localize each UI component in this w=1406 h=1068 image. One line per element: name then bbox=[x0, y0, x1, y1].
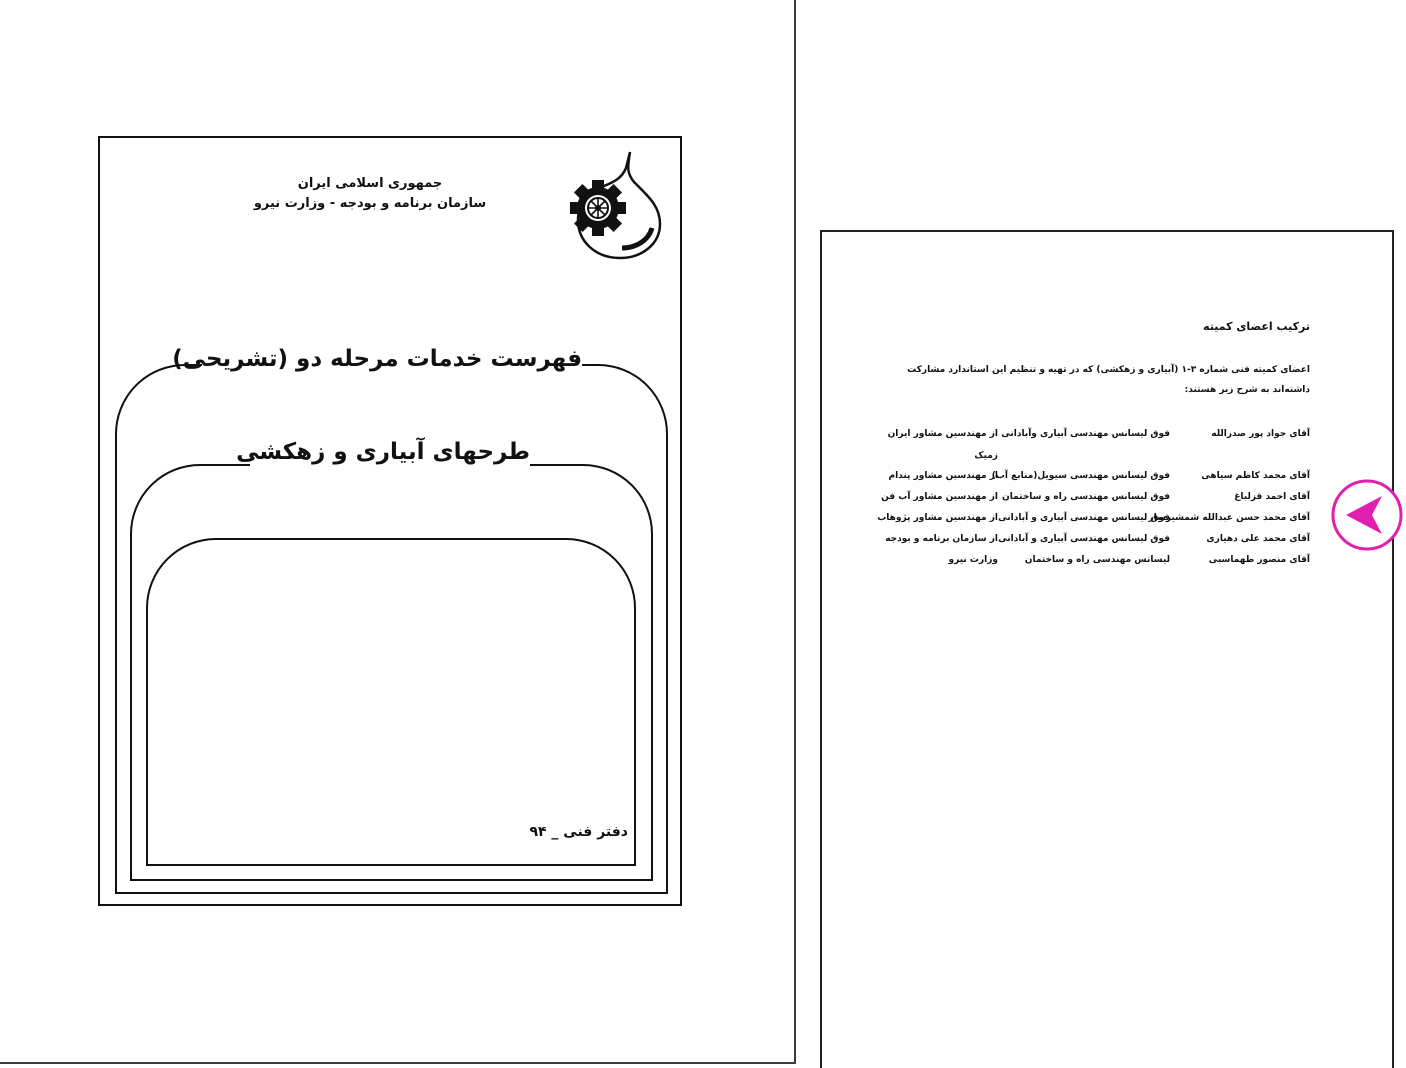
member-org: از مهندسین مشاور پندام bbox=[888, 471, 998, 481]
member-row bbox=[887, 424, 1310, 444]
cover-frame bbox=[98, 136, 682, 906]
member-name: آقای محمد علی دهیاری bbox=[1206, 534, 1310, 544]
cover-title-sub: طرحهای آبیاری و زهکشی bbox=[250, 434, 530, 470]
cover-header-line-1: جمهوری اسلامی ایران bbox=[297, 176, 443, 191]
member-name: آقای منصور طهماسبی bbox=[1208, 555, 1310, 565]
member-name: آقای جواد پور صدرالله bbox=[1211, 429, 1310, 439]
member-row bbox=[900, 550, 1310, 570]
cover-title-main: فهرست خدمات مرحله دو (تشریحی) bbox=[202, 341, 582, 377]
committee-intro: اعضای کمیته فنی شماره ۳-۱ (آبیاری و زهکشی) که در تهیه و تنظیم این استاندارد مشارکت داشته‌اند به شرح زیر هستند: bbox=[907, 365, 1310, 395]
cover-arch-inner bbox=[146, 538, 636, 866]
member-name: آقای محمد کاظم سیاهی bbox=[1201, 471, 1310, 481]
member-degree: فوق لیسانس مهندسی راه و ساختمان bbox=[1002, 492, 1170, 502]
tech-number: دفتر فنی _ ۹۴ bbox=[529, 824, 628, 840]
member-org: از سازمان برنامه و بودجه bbox=[885, 534, 998, 544]
member-degree: فوق لیسانس مهندسی آبیاری و آبادانی bbox=[998, 513, 1170, 523]
member-degree: فوق لیسانس مهندسی آبیاری و آبادانی bbox=[998, 534, 1170, 544]
cover-header bbox=[240, 174, 500, 214]
member-row bbox=[888, 466, 1310, 486]
member-degree: فوق لیسانس مهندسی سیویل(منابع آب) bbox=[991, 471, 1170, 481]
cover-header-line-2: سازمان برنامه و بودجه - وزارت نیرو bbox=[253, 196, 487, 211]
member-row bbox=[881, 487, 1310, 507]
member-degree: فوق لیسانس مهندسی آبیاری وآبادانی bbox=[1001, 429, 1170, 439]
member-name: آقای احمد قزلباغ bbox=[1234, 492, 1310, 502]
chevron-left-icon[interactable] bbox=[1330, 478, 1404, 552]
member-org: وزارت نیرو bbox=[948, 555, 998, 565]
committee-heading: ترکیب اعضای کمیته bbox=[1203, 320, 1310, 333]
member-org: از مهندسین مشاور پژوهاب bbox=[877, 513, 998, 523]
member-degree: لیسانس مهندسی راه و ساختمان bbox=[1024, 555, 1170, 565]
standard-logo-icon bbox=[568, 148, 668, 260]
member-org: از مهندسین مشاور ایران bbox=[887, 429, 998, 439]
committee-page bbox=[820, 230, 1394, 1068]
member-name: آقای محمد حسن عبدالله شمشیرساز bbox=[1148, 513, 1310, 523]
member-org-continuation: زمیک bbox=[974, 451, 998, 461]
member-row-continuation bbox=[900, 446, 1310, 466]
member-row bbox=[877, 508, 1310, 528]
member-row bbox=[885, 529, 1310, 549]
member-org: از مهندسین مشاور آب فن bbox=[881, 492, 998, 502]
